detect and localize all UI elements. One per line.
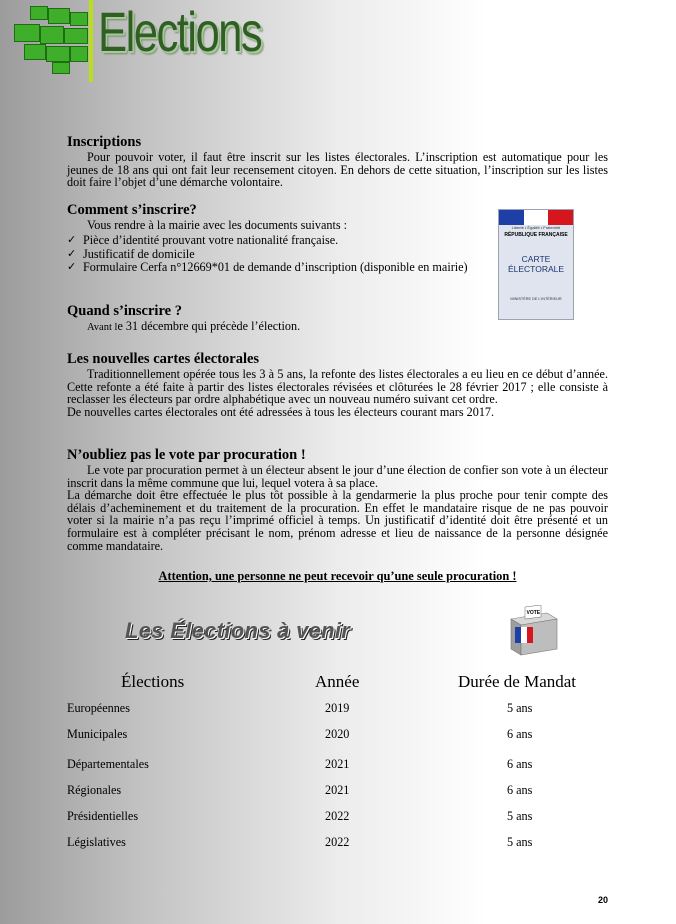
section-title: N’oubliez pas le vote par procuration ! — [67, 447, 306, 463]
section-title: Inscriptions — [67, 134, 142, 150]
header-annee: Année — [315, 672, 360, 691]
header-duree: Durée de Mandat — [458, 672, 577, 691]
cell-election: Départementales — [67, 757, 149, 771]
section-text: Vous rendre à la mairie avec les documents suivants : — [87, 218, 348, 232]
french-flag-icon — [499, 210, 573, 225]
section-text: Le vote par procuration permet à un électeur absent le jour d’une élection de confier son vote à un électeur inscrit dans la même commune que lui, lequel votera à sa place. — [67, 463, 608, 490]
page-number: 20 — [598, 895, 609, 905]
header-divider — [89, 0, 93, 82]
section-text: Pour pouvoir voter, il faut être inscrit sur les listes électorales. L’inscription est automatique pour les jeunes de 18 ans qui ont fait leur recensement citoyen. En dehors de cette situation, l’inscription sur les listes doit faire l’objet d’une démarche volontaire. — [67, 150, 608, 190]
section-title: Quand s’inscrire ? — [67, 303, 182, 319]
cell-mandate: 6 ans — [507, 757, 533, 771]
cell-mandate: 6 ans — [507, 783, 533, 797]
section-title: Les nouvelles cartes électorales — [67, 351, 260, 367]
cell-year: 2022 — [325, 809, 350, 823]
list-item: ✓ Formulaire Cerfa n°12669*01 de demande d’inscription (disponible en mairie) — [67, 259, 468, 274]
ballot-label: VOTE — [526, 610, 541, 616]
check-icon: ✓ — [67, 246, 77, 260]
cell-election: Européennes — [67, 701, 130, 715]
cell-election: Présidentielles — [67, 809, 139, 823]
cell-mandate: 5 ans — [507, 835, 533, 849]
cell-year: 2021 — [325, 783, 350, 797]
section-cartes — [67, 351, 608, 418]
section-quand — [67, 303, 608, 335]
upcoming-title: Les Élections à venir — [125, 618, 351, 643]
list-item: ✓ Pièce d’identité prouvant votre nationalité française. — [67, 232, 339, 247]
cell-year: 2021 — [325, 757, 350, 771]
check-icon: ✓ — [67, 259, 77, 273]
procuration-notice: Attention, une personne ne peut recevoir qu’une seule procuration ! — [158, 569, 517, 583]
page-title: Elections — [98, 0, 262, 63]
cell-election: Municipales — [67, 727, 128, 741]
card-title: CARTE ÉLECTORALE — [507, 254, 565, 274]
cell-year: 2022 — [325, 835, 350, 849]
section-text: De nouvelles cartes électorales ont été adressées à tous les électeurs courant mars 2017. — [67, 404, 495, 419]
list-item: ✓ Justificatif de domicile — [67, 246, 195, 261]
cell-mandate: 6 ans — [507, 727, 533, 741]
cell-year: 2019 — [325, 701, 350, 715]
cell-mandate: 5 ans — [507, 809, 533, 823]
section-text: La démarche doit être effectuée le plus tôt possible à la gendarmerie la plus proche pour tenir compte des délais d’acheminement et du traitement de la procuration. En effet le mandataire risque de ne pas pouvoir voter si la mairie n’a pas reçu l’imprimé officiel à temps. Un justificatif d’identité doit être présenté et un formulaire est à compléter précisant le nom, prénom adresse et lieu de naissance de la personne désignée comme mandataire. — [67, 488, 608, 553]
card-motto: Liberté • Égalité • Fraternité — [511, 225, 561, 230]
header-elections: Élections — [121, 672, 185, 691]
card-ministry: MINISTÈRE DE L’INTÉRIEUR — [510, 297, 562, 301]
section-text: Traditionnellement opérée tous les 3 à 5 ans, la refonte des listes électorales a eu lieu en ce début d’année. Cette refonte a été faite à partir des listes électorales révisées et clôturées le 28 février 2017 ; elle consiste à reclasser les électeurs par ordre alphabétique avec un nouveau numéro suivant cet ordre. — [67, 367, 608, 407]
section-procuration — [67, 447, 608, 552]
cell-year: 2020 — [325, 727, 350, 741]
cell-election: Régionales — [67, 783, 122, 797]
check-icon: ✓ — [67, 232, 77, 246]
section-comment — [67, 202, 497, 273]
cell-mandate: 5 ans — [507, 701, 533, 715]
section-title: Comment s’inscrire? — [67, 202, 197, 218]
section-inscriptions — [67, 134, 608, 189]
document-list — [67, 233, 497, 274]
cell-election: Législatives — [67, 835, 126, 849]
ballot-box-icon — [507, 605, 559, 657]
section-text: Avant le 31 décembre qui précède l’élection. — [87, 319, 301, 333]
card-republique: RÉPUBLIQUE FRANÇAISE — [504, 232, 568, 238]
